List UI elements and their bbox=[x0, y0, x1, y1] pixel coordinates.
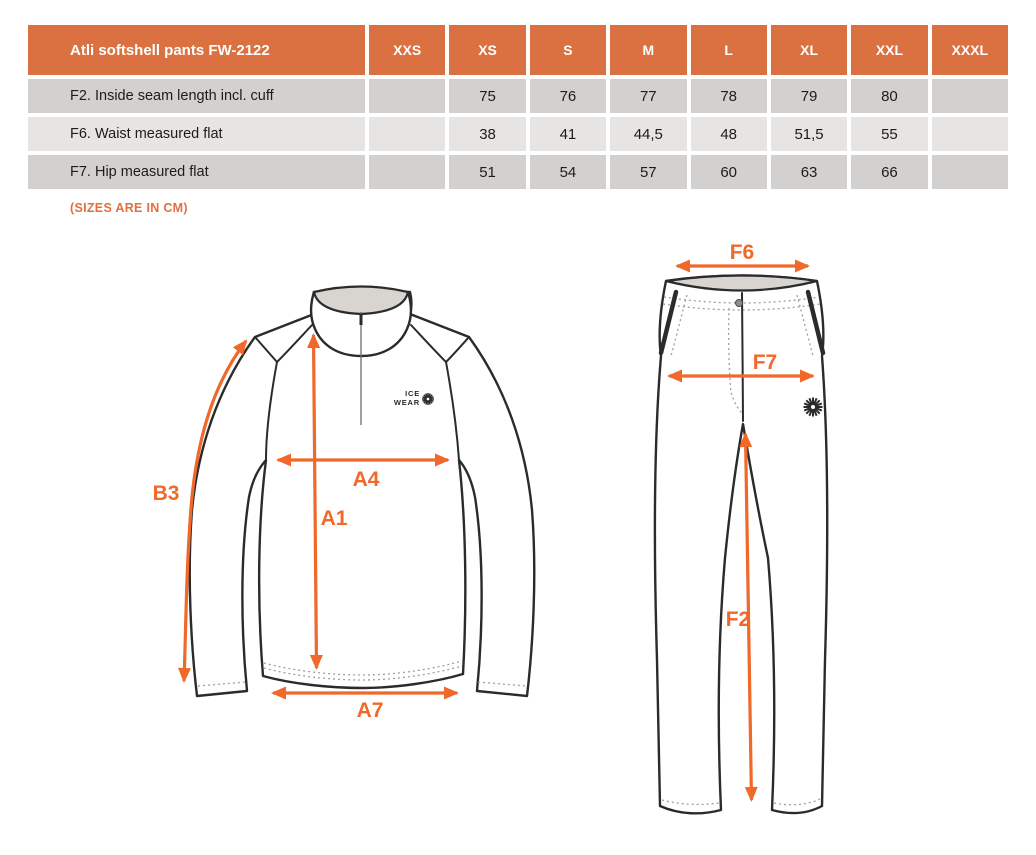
size-table bbox=[28, 25, 1008, 189]
table-cell: 44,5 bbox=[610, 117, 686, 151]
b3-label: B3 bbox=[152, 482, 180, 505]
table-cell: 51 bbox=[449, 155, 525, 189]
table-cell: 41 bbox=[530, 117, 606, 151]
snowflake-icon bbox=[804, 398, 823, 417]
table-cell: 66 bbox=[851, 155, 927, 189]
table-cell: 77 bbox=[610, 79, 686, 113]
table-cell: 57 bbox=[610, 155, 686, 189]
a1-label: A1 bbox=[320, 507, 348, 530]
sizes-unit-note: (SIZES ARE IN CM) bbox=[70, 201, 188, 215]
size-header-xs: XS bbox=[449, 25, 525, 75]
table-cell: 38 bbox=[449, 117, 525, 151]
table-cell: 60 bbox=[691, 155, 767, 189]
size-header-s: S bbox=[530, 25, 606, 75]
table-cell: 80 bbox=[851, 79, 927, 113]
f7-label: F7 bbox=[752, 351, 778, 374]
measurement-diagrams bbox=[0, 230, 1036, 855]
table-title: Atli softshell pants FW-2122 bbox=[28, 25, 365, 75]
table-cell bbox=[932, 79, 1008, 113]
table-cell: 78 bbox=[691, 79, 767, 113]
pullover-diagram bbox=[153, 287, 535, 723]
size-header-xxxl: XXXL bbox=[932, 25, 1008, 75]
row-label-waist: F6. Waist measured flat bbox=[28, 117, 365, 151]
pants-diagram bbox=[655, 241, 827, 813]
waist-button bbox=[736, 300, 743, 307]
row-label-inseam: F2. Inside seam length incl. cuff bbox=[28, 79, 365, 113]
pants-outline bbox=[655, 276, 827, 814]
size-header-xxl: XXL bbox=[851, 25, 927, 75]
f6-waist-arrow bbox=[677, 241, 808, 266]
table-cell: 75 bbox=[449, 79, 525, 113]
a7-label: A7 bbox=[356, 699, 384, 722]
table-cell: 51,5 bbox=[771, 117, 847, 151]
f2-label: F2 bbox=[725, 608, 751, 631]
size-header-m: M bbox=[610, 25, 686, 75]
f6-label: F6 bbox=[729, 241, 755, 264]
logo-line1: ICE bbox=[405, 389, 420, 398]
table-cell: 79 bbox=[771, 79, 847, 113]
table-cell bbox=[369, 79, 445, 113]
table-cell bbox=[369, 155, 445, 189]
table-cell: 54 bbox=[530, 155, 606, 189]
table-cell: 76 bbox=[530, 79, 606, 113]
table-cell bbox=[932, 117, 1008, 151]
logo-line2: WEAR bbox=[393, 398, 420, 407]
a7-hem-arrow bbox=[273, 693, 457, 722]
table-cell: 48 bbox=[691, 117, 767, 151]
size-header-xl: XL bbox=[771, 25, 847, 75]
fly-seam bbox=[742, 293, 743, 421]
table-cell bbox=[932, 155, 1008, 189]
a4-label: A4 bbox=[352, 468, 380, 491]
table-cell: 63 bbox=[771, 155, 847, 189]
table-cell bbox=[369, 117, 445, 151]
size-header-l: L bbox=[691, 25, 767, 75]
row-label-hip: F7. Hip measured flat bbox=[28, 155, 365, 189]
size-header-xxs: XXS bbox=[369, 25, 445, 75]
table-cell: 55 bbox=[851, 117, 927, 151]
